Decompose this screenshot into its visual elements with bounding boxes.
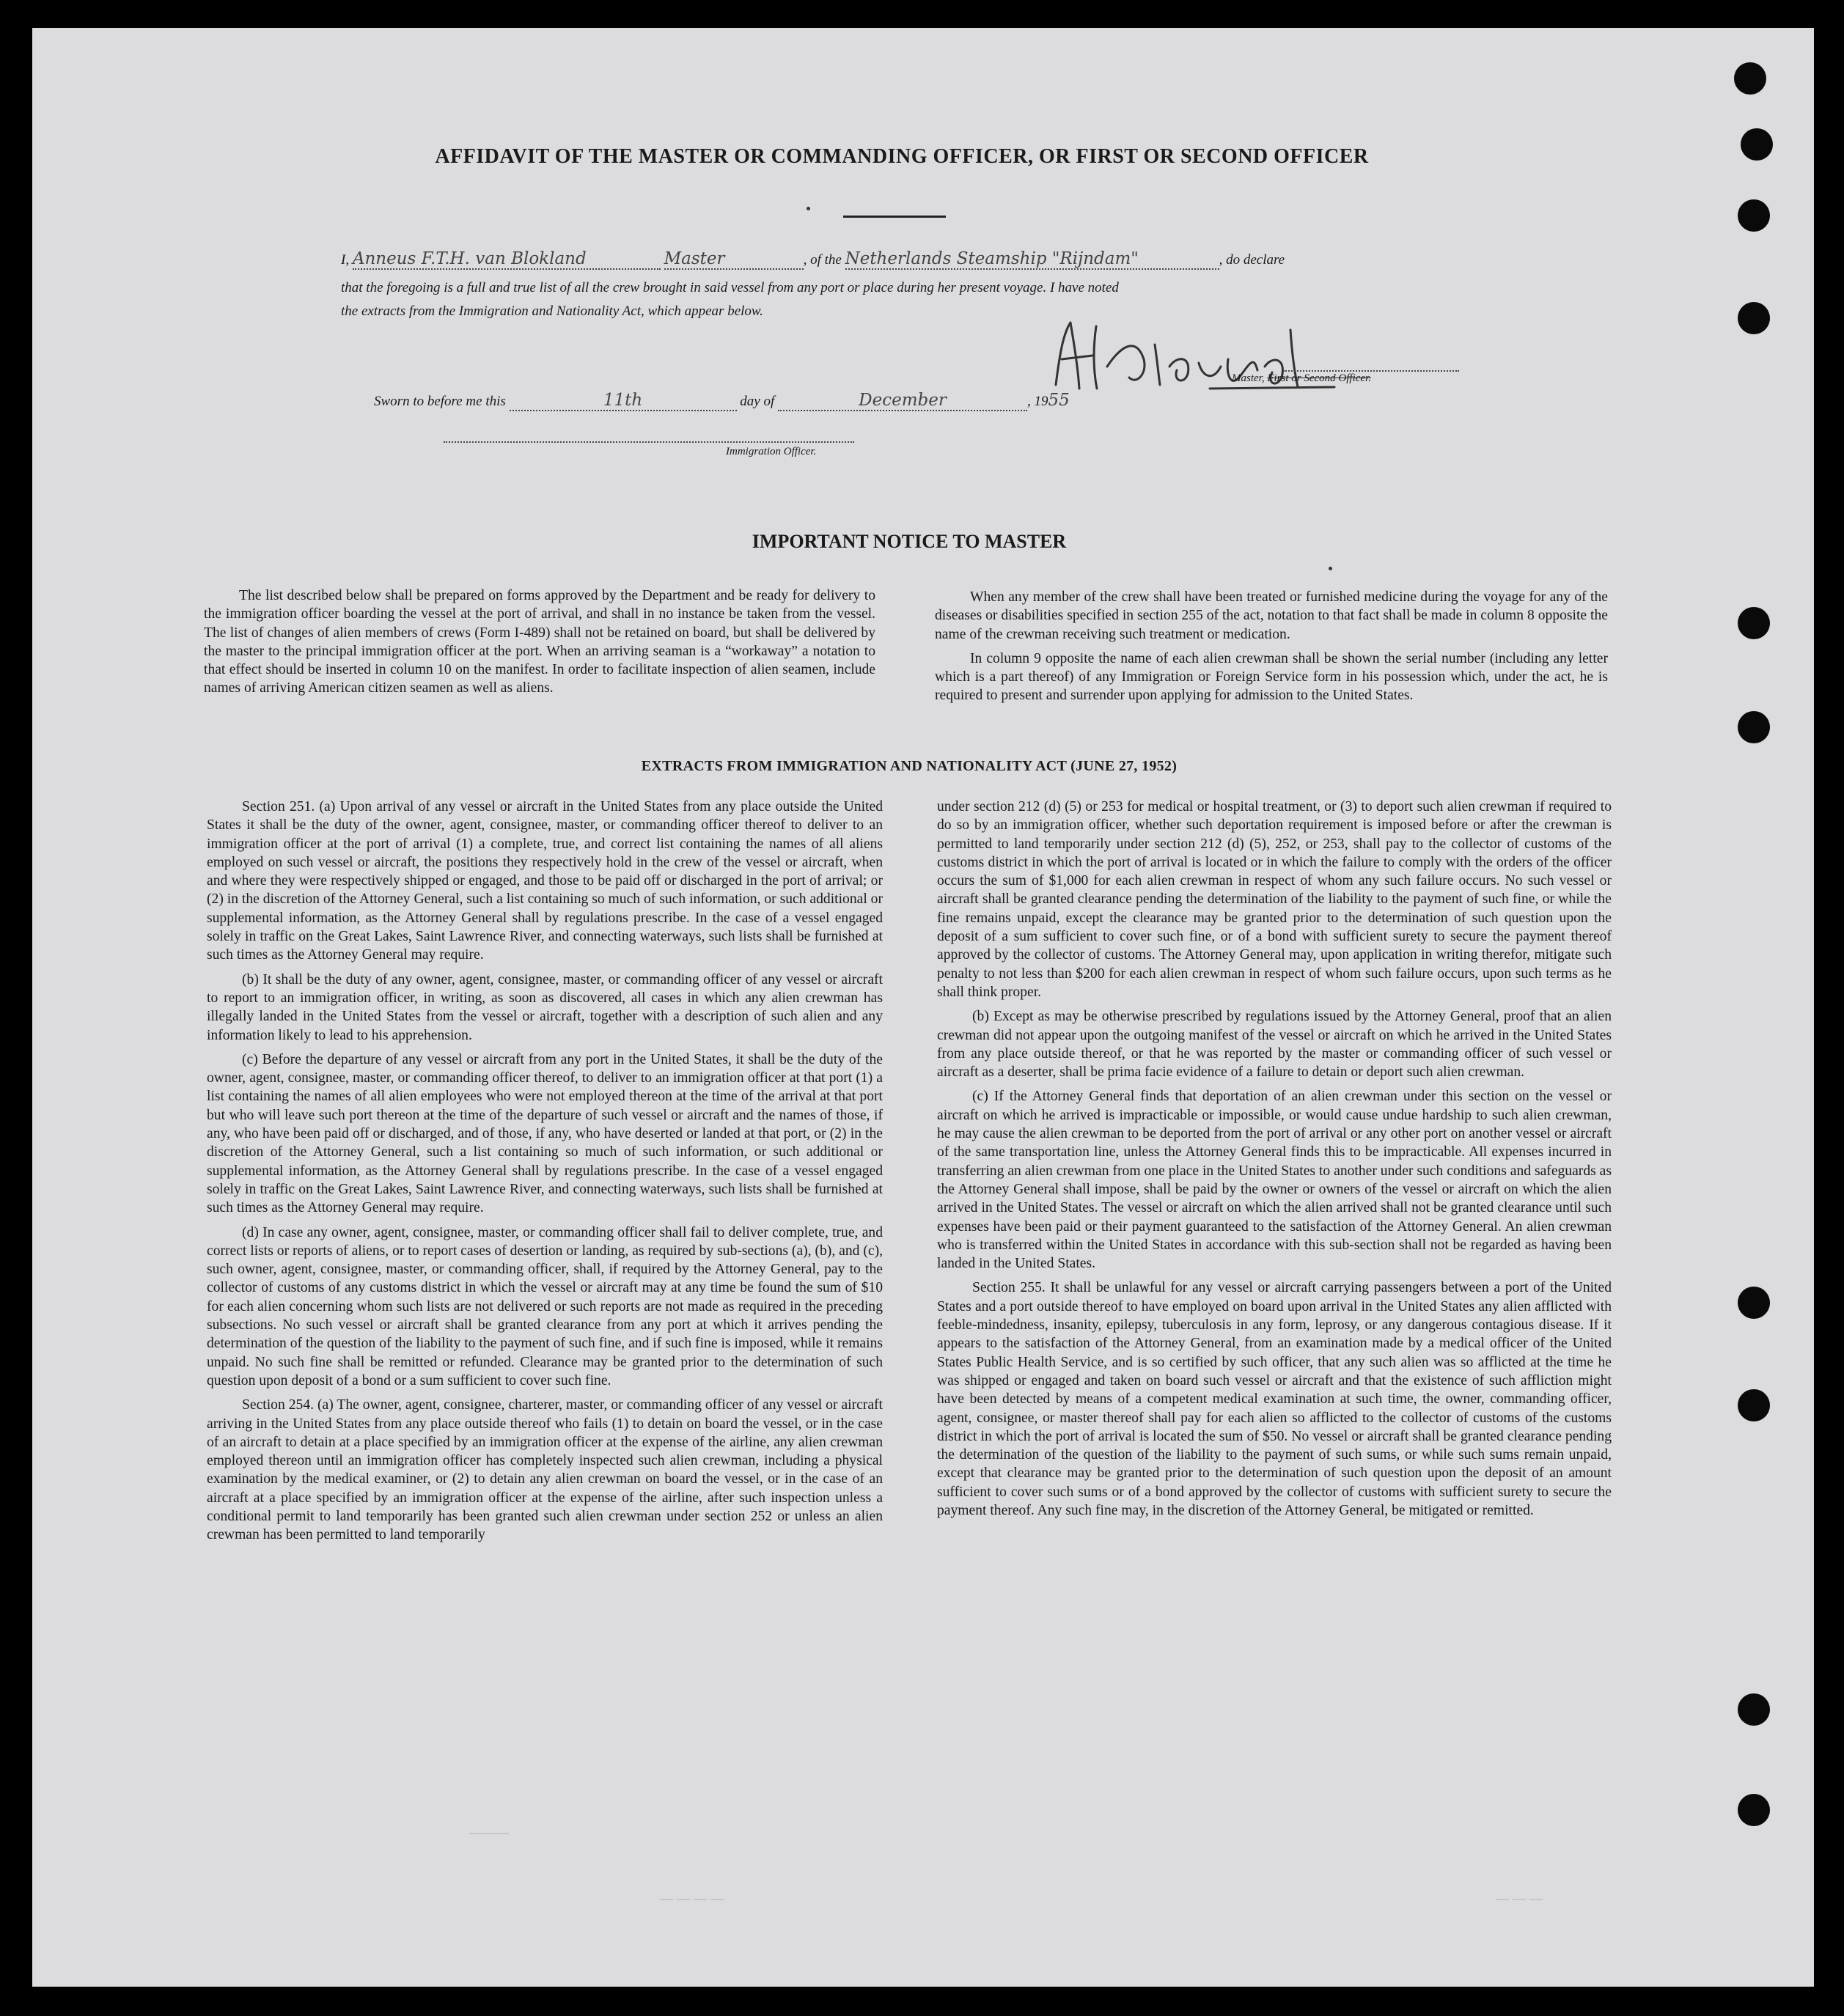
binder-hole <box>1738 607 1770 639</box>
extract-paragraph: Section 254. (a) The owner, agent, consignee, charterer, master, or commanding officer of any vessel or aircraft arriving in the United States from any place outside thereof who fails (1) to detain on board the vessel, or in the case of an aircraft to detain at a place specified by an immigration officer at the expense of the airline, any alien crewman employed thereon until an immigration officer has completely inspected such alien crewman, including a physical examination by the medical examiner, or (2) to detain any alien crewman on board the vessel, or in the case of an aircraft at a place specified by an immigration officer at the expense of the airline, after such inspection unless a conditional permit to land temporarily has been granted such alien crewman under section 252 or unless an alien crewman has been permitted to land temporarily <box>207 1397 883 1543</box>
declaration-suffix: , do declare <box>1219 252 1285 268</box>
notice-left-column <box>204 586 875 704</box>
immigration-officer-line <box>444 441 854 443</box>
notice-paragraph: The list described below shall be prepared on forms approved by the Department and be ready for delivery to the immigration officer boarding the vessel at the port of arrival, and shall in no instance be taken from the vessel. The list of changes of alien members of crews (Form I-489) shall not be retained on board, but shall be delivered by the master to the principal immigration officer at the port. When an arriving seaman is a “workaway” a notation to that effect should be inserted in column 10 on the manifest. In order to facilitate inspection of alien seamen, include names of arriving American citizen seamen as well as aliens. <box>204 588 875 696</box>
sworn-line <box>374 391 1070 411</box>
declaration-prefix: I, <box>341 252 350 268</box>
binder-hole <box>1738 1389 1770 1421</box>
binder-hole <box>1738 1287 1770 1319</box>
of-the-label: , of the <box>803 252 842 268</box>
sworn-month-handwritten: December <box>778 391 1027 411</box>
day-of-label: day of <box>740 394 775 409</box>
binder-hole <box>1738 302 1770 334</box>
rank-handwritten: Master <box>664 249 804 270</box>
extract-paragraph: under section 212 (d) (5) or 253 for medical or hospital treatment, or (3) to deport such alien crewman if required to do so by an immigration officer, whether such deportation requirement is imposed before or after the crewman is permitted to land temporarily under section 212 (d) (5), 252, or 253, shall pay to the collector of customs of the customs district in which the port of arrival is located or in which the failure to comply with the orders of the officer occurs the sum of $1,000 for each alien crewman in respect of whom any such failure occurs. No such vessel or aircraft shall be granted clearance pending the determination of the liability to the payment of such fine, or while the fine remains unpaid, except the clearance may be granted prior to the determination of such question upon the deposit of a sum sufficient to cover such fine, or of a bond with sufficient surety to secure the payment thereof approved by the collector of customs. The Attorney General may, upon application in writing therefor, mitigate such penalty to not less than $200 for each alien crewman in respect of whom such failure occurs, upon such terms as he shall think proper. <box>937 799 1612 1000</box>
notice-paragraph: When any member of the crew shall have been treated or furnished medicine during the voyage for any of the diseases or disabilities specified in section 255 of the act, notation to that fact shall be made in column 8 opposite the name of the crewman receiving such treatment or medication. <box>935 589 1608 642</box>
notice-title: IMPORTANT NOTICE TO MASTER <box>752 531 1067 552</box>
master-signature <box>1034 315 1342 403</box>
extracts-right-column <box>937 798 1612 1526</box>
notice-paragraph: In column 9 opposite the name of each alien crewman shall be shown the serial number (including any letter which is a part thereof) of any Immigration or Foreign Service form in his possession which, under the act, he is required to present and surrender upon applying for admission to the United States. <box>935 650 1608 704</box>
extract-paragraph: (c) If the Attorney General finds that deportation of an alien crewman under this section on the vessel or aircraft on which he arrived is impracticable or impossible, or would cause undue hardship to such alien crewman, he may cause the alien crewman to be deported from the port of arrival or any other port on another vessel or aircraft of the same transportation line, unless the Attorney General finds this to be impracticable. All expenses incurred in transferring an alien crewman from one place in the United States to another under such conditions and safeguards as the Attorney General shall impose, shall be paid by the owner or owners of the vessel or aircraft on which the alien arrived in the United States. The vessel or aircraft on which the alien arrived shall not be granted clearance until such expenses have been paid or their payment guaranteed to the satisfaction of the Attorney General. An alien crewman who is transferred within the United States in accordance with this sub-section shall not be regarded as having been landed in the United States. <box>937 1089 1612 1272</box>
binder-hole <box>1738 199 1770 232</box>
extract-paragraph: (b) It shall be the duty of any owner, agent, consignee, master, or commanding officer of any vessel or aircraft to report to an immigration officer, in writing, as soon as discovered, all cases in which any alien crewman has illegally landed in the United States from the vessel or aircraft, together with a description of such alien and any information likely to lead to his apprehension. <box>207 971 883 1043</box>
bleed-through-mark: — — — — <box>660 1891 724 1906</box>
sworn-year-handwritten: 55 <box>1048 391 1070 410</box>
declaration-line-1 <box>341 249 1463 270</box>
sworn-prefix: Sworn to before me this <box>374 394 506 409</box>
dot-mark <box>807 207 810 210</box>
dot-mark <box>1329 567 1332 570</box>
affidavit-title: AFFIDAVIT OF THE MASTER OR COMMANDING OFFICER, OR FIRST OR SECOND OFFICER <box>435 145 1369 168</box>
signature-caption <box>1232 372 1371 385</box>
notice-right-column <box>935 588 1608 711</box>
immigration-officer-label: Immigration Officer. <box>726 446 817 457</box>
binder-hole <box>1738 711 1770 743</box>
title-rule <box>843 216 946 218</box>
extract-paragraph: (b) Except as may be otherwise prescribed by regulations issued by the Attorney General, proof that an alien crewman did not appear upon the outgoing manifest of the vessel or aircraft on which he arrived in the United States from any place outside thereof, or that he was reported by the master or commanding officer of such vessel or aircraft as a deserter, shall be prima facie evidence of a failure to detain or deport such alien crewman. <box>937 1009 1612 1081</box>
binder-hole <box>1734 62 1766 95</box>
binder-hole <box>1738 1693 1770 1726</box>
year-prefix: , 19 <box>1027 394 1048 409</box>
extract-paragraph: (d) In case any owner, agent, consignee, master, or commanding officer shall fail to deliver complete, true, and correct lists or reports of aliens, or to report cases of desertion or landing, as required by sub-sections (a), (b), and (c), such owner, agent, consignee, master, or commanding officer, shall, if required by the Attorney General, pay to the collector of customs of any customs district in which the vessel or aircraft may at any time be found the sum of $10 for each alien concerning whom such lists are not delivered or such reports are not made as required in the preceding subsections. No such vessel or aircraft shall be granted clearance from any port at which it arrives pending the determination of the question of the liability to the payment of such fine, and if such fine is imposed, while it remains unpaid. No such fine shall be remitted or refunded. Clearance may be granted prior to the determination of such question upon deposit of a bond or a sum sufficient to cover such fine. <box>207 1224 883 1388</box>
binder-hole <box>1741 128 1773 161</box>
master-name-handwritten: Anneus F.T.H. van Blokland <box>353 249 661 270</box>
extracts-title: EXTRACTS FROM IMMIGRATION AND NATIONALITY ACT (JUNE 27, 1952) <box>641 758 1178 774</box>
extract-paragraph: (c) Before the departure of any vessel or aircraft from any port in the United States, it shall be the duty of the owner, agent, consignee, master, or commanding officer thereof, to deliver to an immigration officer at that port (1) a list containing the names of all alien employees who were not employed thereon at the time of the arrival at that port but who will leave such port thereon at the time of the departure of such vessel or aircraft and the names of those, if any, who have been paid off or discharged, and of those, if any, who have deserted or landed at that port, or (2) in the discretion of the Attorney General, such a list containing so much of such information, or such additional or supplemental information, as the Attorney General shall by regulations prescribe. In the case of a vessel engaged solely in traffic on the Great Lakes, Saint Lawrence River, and connecting waterways, such lists shall be furnished at such times as the Attorney General may require. <box>207 1051 883 1216</box>
bleed-through-mark: ——— <box>469 1825 509 1840</box>
struck-officer-label: First or Second Officer. <box>1267 372 1371 384</box>
signature-line <box>1283 370 1459 372</box>
master-label: Master, <box>1232 372 1265 384</box>
vessel-name-handwritten: Netherlands Steamship "Rijndam" <box>845 249 1219 270</box>
extract-paragraph: Section 255. It shall be unlawful for any vessel or aircraft carrying passengers between a port of the United States and a port outside thereof to have employed on board upon arrival in the United States any alien afflicted with feeble-mindedness, insanity, epilepsy, tuberculosis in any form, leprosy, or any dangerous contagious disease. If it appears to the satisfaction of the Attorney General, from an examination made by a medical officer of the United States Public Health Service, and is so certified by such officer, that any such alien was so afflicted at the time he was shipped or engaged and taken on board such vessel or aircraft and that the existence of such affliction might have been detected by means of a competent medical examination at such time, the owner, commanding officer, agent, consignee, or master thereof shall pay for each alien so afflicted to the collector of customs of the customs district in which the port of arrival is located the sum of $50. No vessel or aircraft shall be granted clearance pending the determination of the question of the liability to the payment of such sums, or while such sums remain unpaid, except that clearance may be granted prior to the determination of such question upon the deposit of an amount sufficient to cover such sums or of a bond approved by the collector of customs with sufficient surety to secure the payment thereof. Any such fine may, in the discretion of the Attorney General, be mitigated or remitted. <box>937 1280 1612 1518</box>
binder-hole <box>1738 1794 1770 1826</box>
extracts-left-column <box>207 798 883 1550</box>
bleed-through-mark: — — — <box>1496 1891 1543 1906</box>
declaration-line-2: that the foregoing is a full and true list of all the crew brought in said vessel from any port or place during her present voyage. I have noted <box>341 280 1119 295</box>
sworn-day-handwritten: 11th <box>510 391 737 411</box>
extract-paragraph: Section 251. (a) Upon arrival of any vessel or aircraft in the United States from any place outside the United States it shall be the duty of the owner, agent, consignee, master, or commanding officer thereof to deliver to an immigration officer at the port of arrival (1) a complete, true, and correct list containing the names of all aliens employed on such vessel or aircraft, the positions they respectively hold in the crew of the vessel or aircraft, when and where they were respectively shipped or engaged, and those to be paid off or discharged in the port of arrival; or (2) in the discretion of the Attorney General, such a list containing so much of such information, or such additional or supplemental information, as the Attorney General shall by regulations prescribe. In the case of a vessel engaged solely in traffic on the Great Lakes, Saint Lawrence River, and connecting waterways, such lists shall be furnished at such times as the Attorney General may require. <box>207 799 883 963</box>
declaration-line-3: the extracts from the Immigration and Nationality Act, which appear below. <box>341 303 763 319</box>
